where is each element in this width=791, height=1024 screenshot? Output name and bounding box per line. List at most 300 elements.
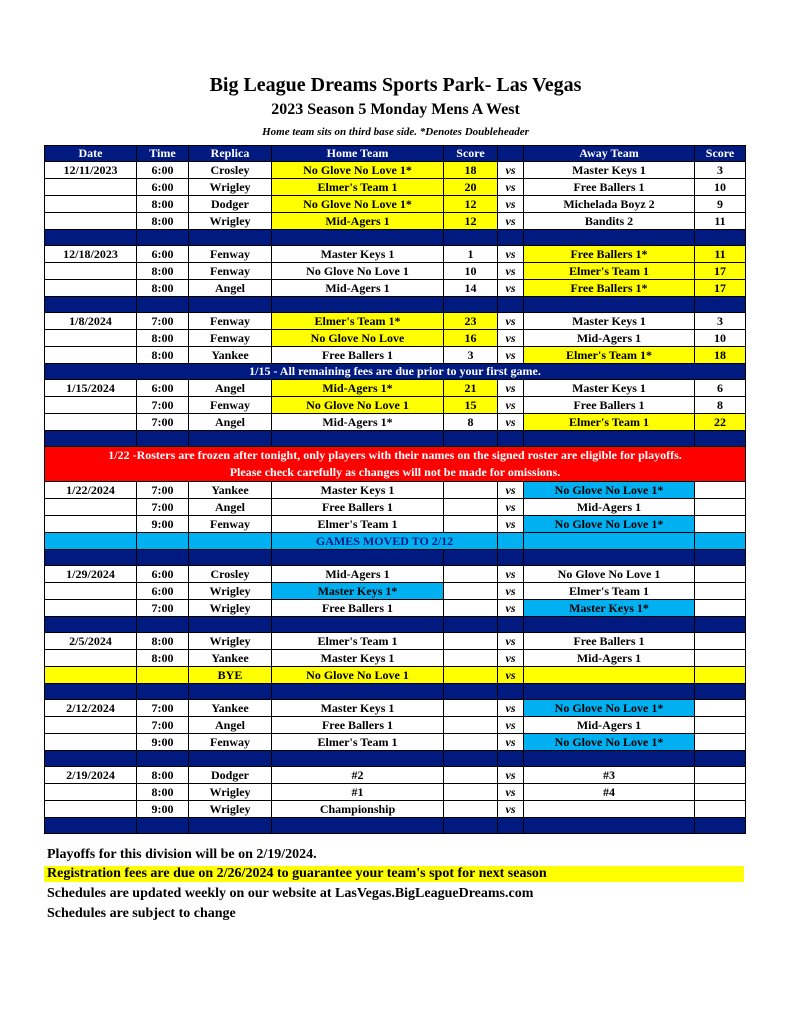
game-row bbox=[45, 583, 746, 600]
home-team: Elmer's Team 1 bbox=[272, 633, 444, 650]
game-replica: Fenway bbox=[189, 397, 272, 414]
away-team: No Glove No Love 1* bbox=[524, 516, 695, 533]
home-score: 15 bbox=[444, 397, 498, 414]
game-replica: Angel bbox=[189, 717, 272, 734]
home-team: Free Ballers 1 bbox=[272, 717, 444, 734]
vs-label: vs bbox=[498, 414, 524, 431]
game-date: 2/19/2024 bbox=[45, 767, 137, 784]
game-time: 8:00 bbox=[137, 633, 189, 650]
game-time: 8:00 bbox=[137, 213, 189, 230]
away-team: Master Keys 1 bbox=[524, 162, 695, 179]
vs-label: vs bbox=[498, 600, 524, 617]
separator-cell bbox=[137, 617, 189, 633]
game-time: 8:00 bbox=[137, 650, 189, 667]
game-row bbox=[45, 196, 746, 213]
game-time: 7:00 bbox=[137, 397, 189, 414]
separator-cell bbox=[137, 431, 189, 447]
game-replica: Fenway bbox=[189, 313, 272, 330]
col-header-home-score: Score bbox=[444, 146, 498, 162]
separator-cell bbox=[524, 431, 695, 447]
separator-cell bbox=[189, 431, 272, 447]
vs-label: vs bbox=[498, 734, 524, 751]
game-time: 6:00 bbox=[137, 162, 189, 179]
game-time: 7:00 bbox=[137, 482, 189, 499]
game-time: 6:00 bbox=[137, 380, 189, 397]
separator-cell bbox=[137, 297, 189, 313]
game-row bbox=[45, 516, 746, 533]
game-row bbox=[45, 801, 746, 818]
home-team: Free Ballers 1 bbox=[272, 499, 444, 516]
game-date: 12/11/2023 bbox=[45, 162, 137, 179]
game-time: 8:00 bbox=[137, 196, 189, 213]
table-header-row bbox=[45, 146, 746, 162]
away-score bbox=[695, 516, 746, 533]
vs-label: vs bbox=[498, 566, 524, 583]
game-row bbox=[45, 566, 746, 583]
game-time: 9:00 bbox=[137, 516, 189, 533]
vs-label: vs bbox=[498, 347, 524, 364]
separator-cell bbox=[695, 297, 746, 313]
separator-cell bbox=[498, 230, 524, 246]
schedule-body bbox=[45, 162, 746, 834]
separator-cell bbox=[189, 550, 272, 566]
game-row bbox=[45, 313, 746, 330]
away-score bbox=[695, 717, 746, 734]
separator-cell bbox=[498, 684, 524, 700]
game-date bbox=[45, 499, 137, 516]
away-team: Bandits 2 bbox=[524, 213, 695, 230]
separator-cell bbox=[189, 684, 272, 700]
away-team: Elmer's Team 1 bbox=[524, 583, 695, 600]
game-time: 8:00 bbox=[137, 263, 189, 280]
separator-cell bbox=[444, 550, 498, 566]
away-score: 17 bbox=[695, 263, 746, 280]
game-row bbox=[45, 650, 746, 667]
separator-cell bbox=[524, 684, 695, 700]
vs-label: vs bbox=[498, 717, 524, 734]
separator-cell bbox=[444, 617, 498, 633]
vs-label: vs bbox=[498, 196, 524, 213]
game-date bbox=[45, 213, 137, 230]
separator-cell bbox=[444, 684, 498, 700]
separator-cell bbox=[137, 751, 189, 767]
home-score: 18 bbox=[444, 162, 498, 179]
away-score: 11 bbox=[695, 213, 746, 230]
home-team: Free Ballers 1 bbox=[272, 600, 444, 617]
home-score: 16 bbox=[444, 330, 498, 347]
game-row bbox=[45, 633, 746, 650]
home-score bbox=[444, 734, 498, 751]
home-score: 23 bbox=[444, 313, 498, 330]
vs-label: vs bbox=[498, 499, 524, 516]
away-score: 17 bbox=[695, 280, 746, 297]
separator-cell bbox=[45, 550, 137, 566]
away-team: No Glove No Love 1* bbox=[524, 700, 695, 717]
away-score: 9 bbox=[695, 196, 746, 213]
col-header-away-score: Score bbox=[695, 146, 746, 162]
home-team: Master Keys 1 bbox=[272, 700, 444, 717]
roster-alert-text bbox=[45, 447, 746, 482]
home-team: Master Keys 1 bbox=[272, 650, 444, 667]
separator-cell bbox=[498, 617, 524, 633]
away-score: 11 bbox=[695, 246, 746, 263]
home-score: 12 bbox=[444, 196, 498, 213]
col-header-time: Time bbox=[137, 146, 189, 162]
game-row bbox=[45, 600, 746, 617]
home-score bbox=[444, 801, 498, 818]
home-score bbox=[444, 499, 498, 516]
home-team: Elmer's Team 1 bbox=[272, 734, 444, 751]
away-team: No Glove No Love 1* bbox=[524, 734, 695, 751]
vs-label: vs bbox=[498, 650, 524, 667]
home-score bbox=[444, 482, 498, 499]
away-score: 8 bbox=[695, 397, 746, 414]
game-date bbox=[45, 583, 137, 600]
away-score bbox=[695, 650, 746, 667]
separator-cell bbox=[524, 617, 695, 633]
home-score bbox=[444, 717, 498, 734]
vs-label: vs bbox=[498, 516, 524, 533]
away-score bbox=[695, 700, 746, 717]
away-score bbox=[695, 801, 746, 818]
home-score bbox=[444, 650, 498, 667]
game-time: 6:00 bbox=[137, 246, 189, 263]
roster-alert-line: 1/22 -Rosters are frozen after tonight, only players with their names on the signed roster are eligible for playoffs. bbox=[108, 448, 682, 462]
home-team: No Glove No Love 1* bbox=[272, 162, 444, 179]
game-date: 2/5/2024 bbox=[45, 633, 137, 650]
home-team: Free Ballers 1 bbox=[272, 347, 444, 364]
separator-cell bbox=[524, 230, 695, 246]
separator-cell bbox=[524, 751, 695, 767]
game-replica: Angel bbox=[189, 380, 272, 397]
game-date: 1/29/2024 bbox=[45, 566, 137, 583]
away-team: Mid-Agers 1 bbox=[524, 499, 695, 516]
vs-label: vs bbox=[498, 784, 524, 801]
empty-cell bbox=[45, 667, 137, 684]
game-replica: Wrigley bbox=[189, 784, 272, 801]
separator-cell bbox=[444, 297, 498, 313]
home-score: 8 bbox=[444, 414, 498, 431]
game-replica: Wrigley bbox=[189, 213, 272, 230]
away-team: Master Keys 1* bbox=[524, 600, 695, 617]
home-team: Mid-Agers 1 bbox=[272, 280, 444, 297]
game-date bbox=[45, 734, 137, 751]
away-team: Mid-Agers 1 bbox=[524, 330, 695, 347]
separator-cell bbox=[524, 818, 695, 834]
away-team: No Glove No Love 1* bbox=[524, 482, 695, 499]
vs-label: vs bbox=[498, 313, 524, 330]
vs-label: vs bbox=[498, 330, 524, 347]
game-date: 1/22/2024 bbox=[45, 482, 137, 499]
away-score: 10 bbox=[695, 179, 746, 196]
away-score bbox=[695, 734, 746, 751]
registration-note: Registration fees are due on 2/26/2024 to guarantee your team's spot for next season bbox=[44, 866, 744, 882]
game-date bbox=[45, 263, 137, 280]
separator-cell bbox=[45, 230, 137, 246]
page-title: Big League Dreams Sports Park- Las Vegas bbox=[209, 74, 582, 96]
separator-cell bbox=[498, 751, 524, 767]
separator-cell bbox=[189, 617, 272, 633]
home-team: No Glove No Love bbox=[272, 330, 444, 347]
separator-cell bbox=[137, 684, 189, 700]
bye-team: No Glove No Love 1 bbox=[272, 667, 444, 684]
home-team: #2 bbox=[272, 767, 444, 784]
vs-label: vs bbox=[498, 482, 524, 499]
game-replica: Fenway bbox=[189, 734, 272, 751]
game-row bbox=[45, 380, 746, 397]
home-team: Mid-Agers 1* bbox=[272, 414, 444, 431]
away-score bbox=[695, 767, 746, 784]
game-replica: Crosley bbox=[189, 162, 272, 179]
away-team: Master Keys 1 bbox=[524, 380, 695, 397]
separator-cell bbox=[272, 550, 444, 566]
game-time: 6:00 bbox=[137, 566, 189, 583]
separator-cell bbox=[45, 297, 137, 313]
games-moved-row bbox=[45, 533, 746, 550]
game-date bbox=[45, 600, 137, 617]
home-score: 3 bbox=[444, 347, 498, 364]
week-separator-row bbox=[45, 550, 746, 566]
vs-label: vs bbox=[498, 380, 524, 397]
separator-cell bbox=[695, 431, 746, 447]
empty-cell bbox=[524, 667, 695, 684]
separator-cell bbox=[695, 684, 746, 700]
schedule-table bbox=[44, 145, 746, 834]
away-score bbox=[695, 583, 746, 600]
game-row bbox=[45, 499, 746, 516]
home-score bbox=[444, 583, 498, 600]
separator-cell bbox=[498, 550, 524, 566]
empty-cell bbox=[137, 533, 189, 550]
away-score bbox=[695, 600, 746, 617]
separator-cell bbox=[444, 230, 498, 246]
separator-cell bbox=[498, 297, 524, 313]
col-header-replica: Replica bbox=[189, 146, 272, 162]
game-replica: Angel bbox=[189, 499, 272, 516]
game-replica: Yankee bbox=[189, 347, 272, 364]
separator-cell bbox=[272, 684, 444, 700]
home-score bbox=[444, 633, 498, 650]
game-time: 9:00 bbox=[137, 734, 189, 751]
separator-cell bbox=[695, 751, 746, 767]
home-team: Elmer's Team 1* bbox=[272, 313, 444, 330]
game-row bbox=[45, 717, 746, 734]
separator-cell bbox=[272, 230, 444, 246]
vs-label: vs bbox=[498, 767, 524, 784]
fees-notice-row bbox=[45, 364, 746, 380]
home-score bbox=[444, 767, 498, 784]
week-separator-row bbox=[45, 684, 746, 700]
col-header-away-team: Away Team bbox=[524, 146, 695, 162]
separator-cell bbox=[45, 751, 137, 767]
game-date: 1/8/2024 bbox=[45, 313, 137, 330]
game-date bbox=[45, 179, 137, 196]
away-team: No Glove No Love 1 bbox=[524, 566, 695, 583]
game-replica: Wrigley bbox=[189, 600, 272, 617]
vs-label: vs bbox=[498, 801, 524, 818]
away-team: #4 bbox=[524, 784, 695, 801]
game-row bbox=[45, 263, 746, 280]
away-team: Free Ballers 1 bbox=[524, 179, 695, 196]
home-score: 12 bbox=[444, 213, 498, 230]
separator-cell bbox=[444, 431, 498, 447]
game-row bbox=[45, 330, 746, 347]
game-row bbox=[45, 767, 746, 784]
home-team: Mid-Agers 1 bbox=[272, 213, 444, 230]
game-row bbox=[45, 482, 746, 499]
game-replica: Wrigley bbox=[189, 179, 272, 196]
home-team: Master Keys 1 bbox=[272, 246, 444, 263]
week-separator-row bbox=[45, 818, 746, 834]
game-row bbox=[45, 414, 746, 431]
separator-cell bbox=[137, 818, 189, 834]
game-date bbox=[45, 784, 137, 801]
game-date bbox=[45, 196, 137, 213]
away-team: Free Ballers 1* bbox=[524, 246, 695, 263]
game-time: 7:00 bbox=[137, 600, 189, 617]
game-time: 7:00 bbox=[137, 717, 189, 734]
home-team: Master Keys 1* bbox=[272, 583, 444, 600]
home-score: 10 bbox=[444, 263, 498, 280]
separator-cell bbox=[189, 818, 272, 834]
away-team: Mid-Agers 1 bbox=[524, 717, 695, 734]
game-date: 2/12/2024 bbox=[45, 700, 137, 717]
empty-cell bbox=[137, 667, 189, 684]
game-date: 1/15/2024 bbox=[45, 380, 137, 397]
separator-cell bbox=[45, 684, 137, 700]
game-row bbox=[45, 179, 746, 196]
separator-cell bbox=[524, 297, 695, 313]
game-time: 8:00 bbox=[137, 784, 189, 801]
empty-cell bbox=[524, 533, 695, 550]
game-replica: Fenway bbox=[189, 263, 272, 280]
empty-cell bbox=[498, 533, 524, 550]
separator-cell bbox=[272, 297, 444, 313]
game-row bbox=[45, 347, 746, 364]
playoffs-note: Playoffs for this division will be on 2/19/2024. bbox=[47, 847, 317, 862]
home-team: Mid-Agers 1 bbox=[272, 566, 444, 583]
game-replica: Fenway bbox=[189, 516, 272, 533]
week-separator-row bbox=[45, 751, 746, 767]
game-replica: Crosley bbox=[189, 566, 272, 583]
away-team: Elmer's Team 1* bbox=[524, 347, 695, 364]
away-score: 3 bbox=[695, 313, 746, 330]
game-date bbox=[45, 650, 137, 667]
game-replica: Yankee bbox=[189, 700, 272, 717]
home-team: Championship bbox=[272, 801, 444, 818]
separator-cell bbox=[695, 550, 746, 566]
home-team: #1 bbox=[272, 784, 444, 801]
game-date bbox=[45, 414, 137, 431]
away-team bbox=[524, 801, 695, 818]
vs-label: vs bbox=[498, 667, 524, 684]
separator-cell bbox=[272, 751, 444, 767]
game-date bbox=[45, 717, 137, 734]
away-team: #3 bbox=[524, 767, 695, 784]
away-score: 10 bbox=[695, 330, 746, 347]
game-row bbox=[45, 213, 746, 230]
home-score bbox=[444, 600, 498, 617]
game-time: 7:00 bbox=[137, 313, 189, 330]
home-team-note: Home team sits on third base side. *Denotes Doubleheader bbox=[262, 126, 529, 138]
vs-label: vs bbox=[498, 162, 524, 179]
game-replica: Yankee bbox=[189, 650, 272, 667]
away-score: 22 bbox=[695, 414, 746, 431]
home-score bbox=[444, 566, 498, 583]
away-team: Free Ballers 1 bbox=[524, 397, 695, 414]
separator-cell bbox=[137, 550, 189, 566]
game-date bbox=[45, 801, 137, 818]
home-team: No Glove No Love 1 bbox=[272, 263, 444, 280]
col-header-home-team: Home Team bbox=[272, 146, 444, 162]
home-score: 14 bbox=[444, 280, 498, 297]
game-row bbox=[45, 397, 746, 414]
game-date bbox=[45, 280, 137, 297]
game-time: 9:00 bbox=[137, 801, 189, 818]
game-time: 8:00 bbox=[137, 330, 189, 347]
empty-cell bbox=[189, 533, 272, 550]
website-note: Schedules are updated weekly on our website at LasVegas.BigLeagueDreams.com bbox=[47, 886, 534, 901]
vs-label: vs bbox=[498, 633, 524, 650]
game-time: 6:00 bbox=[137, 179, 189, 196]
away-score bbox=[695, 482, 746, 499]
separator-cell bbox=[45, 818, 137, 834]
home-team: No Glove No Love 1* bbox=[272, 196, 444, 213]
bye-row bbox=[45, 667, 746, 684]
game-row bbox=[45, 162, 746, 179]
game-time: 6:00 bbox=[137, 583, 189, 600]
fees-notice-text: 1/15 - All remaining fees are due prior to your first game. bbox=[45, 364, 746, 380]
vs-label: vs bbox=[498, 280, 524, 297]
separator-cell bbox=[45, 617, 137, 633]
game-date bbox=[45, 516, 137, 533]
game-row bbox=[45, 280, 746, 297]
away-score: 6 bbox=[695, 380, 746, 397]
separator-cell bbox=[695, 617, 746, 633]
away-team: Free Ballers 1 bbox=[524, 633, 695, 650]
away-score bbox=[695, 499, 746, 516]
separator-cell bbox=[695, 230, 746, 246]
week-separator-row bbox=[45, 617, 746, 633]
separator-cell bbox=[695, 818, 746, 834]
game-date bbox=[45, 347, 137, 364]
game-time: 7:00 bbox=[137, 700, 189, 717]
season-subtitle: 2023 Season 5 Monday Mens A West bbox=[271, 101, 520, 118]
away-team: Elmer's Team 1 bbox=[524, 263, 695, 280]
separator-cell bbox=[272, 818, 444, 834]
bye-label: BYE bbox=[189, 667, 272, 684]
vs-label: vs bbox=[498, 263, 524, 280]
home-team: Mid-Agers 1* bbox=[272, 380, 444, 397]
game-time: 8:00 bbox=[137, 767, 189, 784]
empty-cell bbox=[695, 533, 746, 550]
game-time: 7:00 bbox=[137, 414, 189, 431]
away-score: 18 bbox=[695, 347, 746, 364]
empty-cell bbox=[695, 667, 746, 684]
col-header-date: Date bbox=[45, 146, 137, 162]
game-time: 7:00 bbox=[137, 499, 189, 516]
game-row bbox=[45, 734, 746, 751]
separator-cell bbox=[189, 297, 272, 313]
away-score bbox=[695, 566, 746, 583]
game-time: 8:00 bbox=[137, 347, 189, 364]
game-row bbox=[45, 246, 746, 263]
home-team: No Glove No Love 1 bbox=[272, 397, 444, 414]
empty-cell bbox=[45, 533, 137, 550]
vs-label: vs bbox=[498, 700, 524, 717]
vs-label: vs bbox=[498, 397, 524, 414]
game-replica: Angel bbox=[189, 280, 272, 297]
